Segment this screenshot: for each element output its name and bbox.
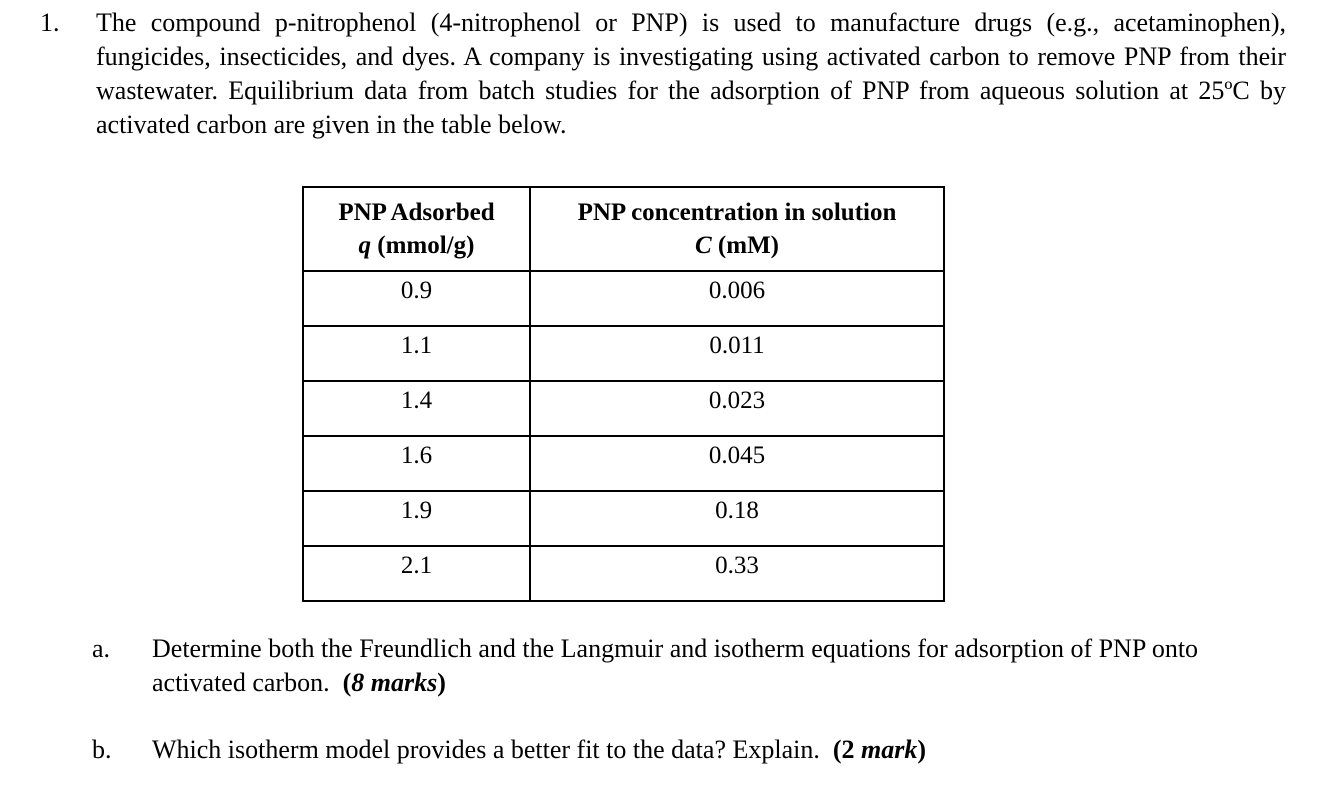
- part-a-marks-value: 8 marks: [351, 668, 438, 697]
- cell-q: 1.6: [303, 436, 530, 491]
- cell-q: 2.1: [303, 546, 530, 601]
- cell-c: 0.023: [530, 381, 944, 436]
- table-header-row: [303, 187, 944, 271]
- cell-c: 0.18: [530, 491, 944, 546]
- part-b-marks-open: (: [832, 735, 842, 764]
- header-pnp-adsorbed: [303, 187, 530, 271]
- cell-q: 1.1: [303, 326, 530, 381]
- header-c-symbol: C: [694, 232, 712, 259]
- header-pnp-adsorbed-title: PNP Adsorbed: [338, 199, 495, 226]
- header-pnp-concentration-unit-line: [531, 229, 943, 262]
- table-row: [303, 491, 944, 546]
- cell-c: 0.33: [530, 546, 944, 601]
- question-number: 1.: [40, 8, 60, 37]
- part-b-marks-word: mark: [854, 735, 918, 764]
- part-a-text: Determine both the Freundlich and the Langmuir and isotherm equations for adsorption of PNP onto activated carbon.: [152, 634, 1199, 697]
- header-q-symbol: q: [358, 232, 372, 259]
- cell-q: 0.9: [303, 271, 530, 326]
- question-intro: The compound p-nitrophenol (4-nitrophenol or PNP) is used to manufacture drugs (e.g., acetaminophen), fungicides, insecticides, and dyes. A company is investigating using activated carbon to remove PNP from their wastewater. Equilibrium data from batch studies for the adsorption of PNP from aqueous solution at 25ºC by activated carbon are given in the table below.: [96, 8, 1286, 139]
- table-row: [303, 271, 944, 326]
- table-row: [303, 381, 944, 436]
- part-b-marks-num: 2: [841, 735, 855, 764]
- part-a-marks: [343, 668, 446, 697]
- part-a-marks-close: ): [437, 668, 446, 697]
- cell-q: 1.9: [303, 491, 530, 546]
- header-pnp-concentration: [530, 187, 944, 271]
- cell-c: 0.006: [530, 271, 944, 326]
- part-b-marks-close: ): [917, 735, 927, 764]
- part-b-label: b.: [92, 735, 112, 764]
- part-b-text: Which isotherm model provides a better fit to the data? Explain.: [152, 735, 820, 764]
- header-c-unit: (mM): [717, 232, 779, 259]
- table-row: [303, 436, 944, 491]
- part-a-label: a.: [92, 634, 111, 663]
- cell-q: 1.4: [303, 381, 530, 436]
- part-b-marks: [833, 735, 926, 764]
- part-a-marks-open: (: [342, 668, 352, 697]
- table-row: [303, 326, 944, 381]
- header-pnp-adsorbed-unit-line: [304, 229, 529, 262]
- part-b-question: [152, 733, 1292, 767]
- part-a-question: [152, 632, 1292, 700]
- cell-c: 0.011: [530, 326, 944, 381]
- header-pnp-concentration-title: PNP concentration in solution: [577, 199, 897, 226]
- cell-c: 0.045: [530, 436, 944, 491]
- table-row: [303, 546, 944, 601]
- equilibrium-data-table: [302, 186, 945, 602]
- header-q-unit: (mmol/g): [377, 232, 475, 259]
